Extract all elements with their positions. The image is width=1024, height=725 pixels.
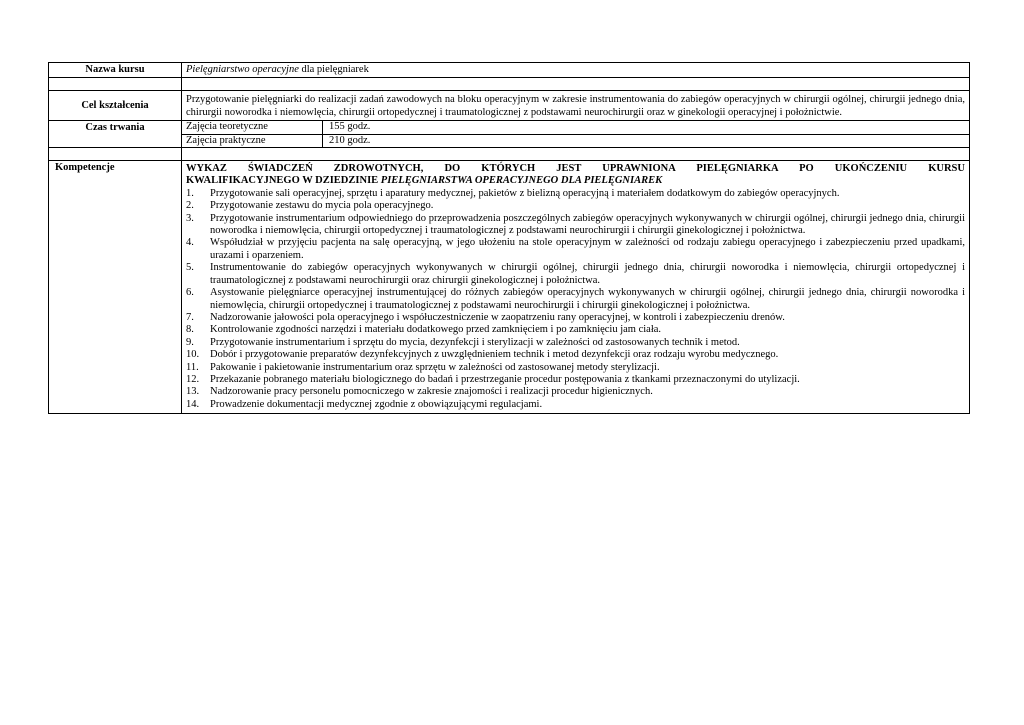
competence-item (186, 200, 965, 212)
competence-text: Przygotowanie instrumentarium odpowiedniego do przeprowadzenia poszczególnych zabiegów operacyjnych wykonywanych w chirurgii ogólnej, chirurgii jednego dnia, chirurgii noworodka i niemowlęcia, chirurgii ortopedycznej i traumatologicznej z podstawami neurochirurgii i chirurgii ginekologicznej i położnictwa. (210, 212, 965, 237)
duration-practice-value: 210 godz. (329, 134, 371, 146)
competence-text: Kontrolowanie zgodności narzędzi i materiału dodatkowego przed zamknięciem i po zamknięciu jam ciała. (210, 324, 662, 336)
course-table (48, 62, 970, 414)
spacer-row (49, 78, 970, 91)
competence-number: 3. (186, 212, 194, 224)
competence-number: 5. (186, 262, 194, 274)
competence-item (186, 312, 965, 324)
competence-item (186, 287, 965, 312)
competence-text: Pakowanie i pakietowanie instrumentarium oraz sprzętu w zależności od zastosowanej metody sterylizacji. (210, 361, 660, 373)
competence-item (186, 337, 965, 349)
competences-row (49, 161, 970, 414)
course-name-row (49, 63, 970, 78)
competence-item (186, 324, 965, 336)
competence-item (186, 374, 965, 386)
course-name-value (182, 63, 970, 78)
duration-theory-row (182, 121, 969, 133)
competence-number: 6. (186, 287, 194, 299)
competence-text: Przygotowanie instrumentarium i sprzętu do mycia, dezynfekcji i sterylizacji w zależności od zastosowanych technik i metod. (210, 336, 740, 348)
competence-item (186, 262, 965, 287)
competence-item (186, 237, 965, 262)
duration-theory-name: Zajęcia teoretyczne (182, 121, 323, 133)
competence-text: Prowadzenie dokumentacji medycznej zgodnie z obowiązującymi regulacjami. (210, 398, 543, 410)
competence-item (186, 362, 965, 374)
spacer-cell (49, 78, 182, 91)
competence-item (186, 188, 965, 200)
spacer-cell (182, 78, 970, 91)
competence-text: Asystowanie pielęgniarce operacyjnej instrumentującej do różnych zabiegów operacyjnych wykonywanych w chirurgii ogólnej, chirurgii jednego dnia, chirurgii noworodka i niemowlęcia, chirurgii ortopedycznej i traumatologicznej z podstawami neurochirurgii i chirurgii ginekologicznej i położnictwa. (210, 287, 965, 311)
competence-text: Przekazanie pobranego materiału biologicznego do badań i przestrzeganie procedur postępowania z tkankami przeznaczonymi do utylizacji. (210, 373, 800, 385)
competences-heading-plain: KWALIFIKACYJNEGO W DZIEDZINIE (186, 175, 381, 187)
competence-number: 4. (186, 237, 194, 249)
competence-text: Nadzorowanie jałowości pola operacyjnego i współuczestniczenie w zaopatrzeniu rany operacyjnej, w kontroli i zabezpieczeniu drenów. (210, 311, 785, 323)
duration-row (49, 121, 970, 148)
competences-content (182, 161, 970, 414)
competences-heading-italic: PIELĘGNIARSTWA OPERACYJNEGO DLA PIELĘGNIAREK (380, 175, 663, 187)
competence-text: Przygotowanie zestawu do mycia pola operacyjnego. (210, 200, 434, 212)
spacer-row (49, 148, 970, 161)
goal-row (49, 91, 970, 121)
spacer-cell (182, 148, 970, 161)
competence-number: 11. (186, 361, 199, 373)
duration-theory-value: 155 godz. (329, 121, 371, 133)
competence-number: 10. (186, 349, 200, 361)
competence-item (186, 349, 965, 361)
competence-number: 7. (186, 311, 194, 323)
competence-text: Instrumentowanie do zabiegów operacyjnych wykonywanych w chirurgii ogólnej, chirurgii jednego dnia, chirurgii noworodka i niemowlęcia, chirurgii ortopedycznej i traumatologicznej z podstawami neurochirurgii oraz chirurgii ginekologicznej i położnictwa. (210, 262, 965, 286)
duration-values (182, 121, 970, 148)
duration-label: Czas trwania (49, 121, 182, 148)
course-name-rest: dla pielęgniarek (298, 64, 369, 75)
competence-number: 14. (186, 398, 200, 410)
duration-practice-name: Zajęcia praktyczne (182, 135, 323, 147)
competences-heading-line2 (186, 175, 965, 187)
competence-number: 9. (186, 336, 194, 348)
competence-number: 8. (186, 324, 194, 336)
goal-label: Cel kształcenia (49, 91, 182, 121)
course-name-italic: Pielęgniarstwo operacyjne (186, 64, 299, 75)
competences-heading-line1: WYKAZ ŚWIADCZEŃ ZDROWOTNYCH, DO KTÓRYCH JEST UPRAWNIONA PIELĘGNIARKA PO UKOŃCZENIU KURSU (186, 163, 965, 175)
competence-number: 2. (186, 200, 194, 212)
competence-text: Współudział w przyjęciu pacjenta na salę operacyjną, w jego ułożeniu na stole operacyjnym w zależności od rodzaju zabiegu operacyjnego i zabezpieczeniu przed upadkami, urazami i oparzeniem. (210, 237, 965, 261)
course-name-label: Nazwa kursu (49, 63, 182, 78)
competence-number: 12. (186, 373, 200, 385)
competence-item (186, 213, 965, 238)
competence-text: Nadzorowanie pracy personelu pomocniczego w zakresie znajomości i realizacji procedur higienicznych. (210, 386, 653, 398)
competence-text: Przygotowanie sali operacyjnej, sprzętu i aparatury medycznej, pakietów z bielizną operacyjną i materiałem dodatkowym do zabiegów operacyjnych. (210, 187, 840, 199)
competence-text: Dobór i przygotowanie preparatów dezynfekcyjnych z uwzględnieniem technik i metod dezynfekcji oraz rodzaju wyrobu medycznego. (210, 349, 779, 361)
competence-number: 13. (186, 386, 200, 398)
competence-item (186, 399, 965, 411)
competence-number: 1. (186, 187, 194, 199)
competence-item (186, 386, 965, 398)
competences-label: Kompetencje (49, 161, 182, 414)
goal-text: Przygotowanie pielęgniarki do realizacji zadań zawodowych na bloku operacyjnym w zakresie instrumentowania do zabiegów operacyjnych w chirurgii ogólnej, chirurgii jednego dnia, chirurgii noworodka i niemowlęcia, chirurgii ortopedycznej i traumatologicznej z podstawami neurochirurgii oraz w ginekologii operacyjnej i położnictwie. (182, 91, 970, 121)
duration-practice-row (182, 134, 969, 147)
spacer-cell (49, 148, 182, 161)
competences-list (186, 188, 965, 411)
